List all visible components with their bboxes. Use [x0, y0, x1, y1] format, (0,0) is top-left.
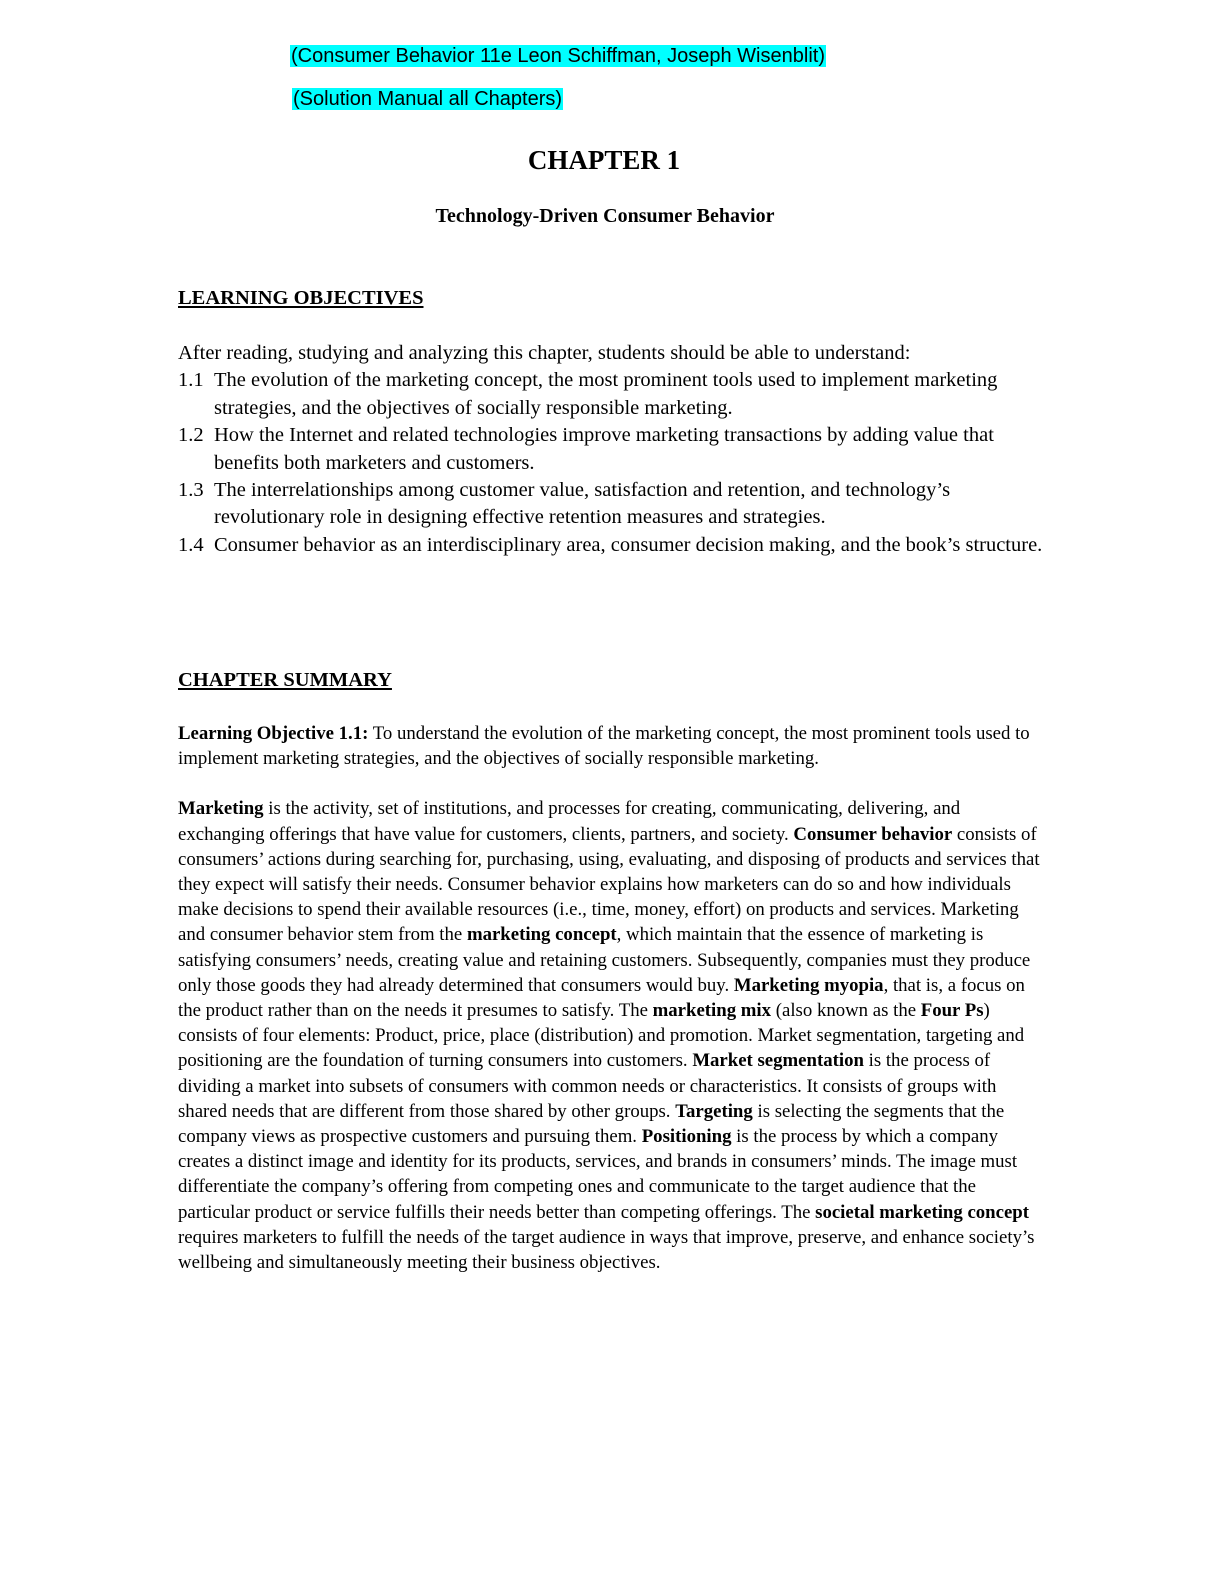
objective-item: [178, 477, 1058, 532]
key-term: marketing mix: [652, 1000, 772, 1022]
summary-text: consists of consumers’ actions during searching for, purchasing, using, evaluating, and disposing of products and services that they expect will satisfy their needs. Consumer behavior explains how marketers can do so and how individuals make decisions to spend their available resources (i.e., time, money, effort) on products and services. Marketing and consumer behavior stem from the: [178, 823, 1040, 946]
summary-text: is the process of dividing a market into subsets of consumers with common needs or characteristics. It consists of groups with shared needs that are different from those shared by other groups.: [178, 1050, 997, 1122]
objective-text: The evolution of the marketing concept, the most prominent tools used to implement marketing strategies, and the objectives of socially responsible marketing.: [214, 369, 998, 419]
summary-paragraph: [178, 796, 1048, 1275]
highlighted-text: (Consumer Behavior 11e Leon Schiffman, Joseph Wisenblit): [291, 45, 825, 67]
summary-text: ) consists of four elements: Product, price, place (distribution) and promotion. Market segmentation, targeting and positioning are the foundation of turning consumers into customers.: [178, 1000, 1025, 1072]
objective-item: [178, 367, 1058, 422]
chapter-title: CHAPTER 1: [527, 145, 681, 175]
highlighted-text: (Solution Manual all Chapters): [293, 88, 563, 110]
summary-text: requires marketers to fulfill the needs of the target audience in ways that improve, preserve, and enhance society’s wellbeing and simultaneously meeting their business objectives.: [178, 1226, 1035, 1274]
chapter-subtitle: Technology-Driven Consumer Behavior: [435, 205, 775, 227]
key-term: Targeting: [675, 1100, 753, 1122]
summary-text: is selecting the segments that the company views as prospective customers and pursuing them.: [178, 1100, 1005, 1148]
key-term: Marketing myopia: [733, 974, 884, 996]
summary-text: is the process by which a company creates a distinct image and identity for its products, services, and brands in consumers’ minds. The image must differentiate the company’s offering from competing ones and communicate to the target audience that the particular product or service fulfills their needs better than competing offerings. The: [178, 1126, 1018, 1223]
objective-number: 1.1: [178, 369, 204, 392]
chapter-summary: [178, 721, 1048, 1275]
key-term: Consumer behavior: [793, 823, 953, 845]
objective-number: 1.2: [178, 424, 204, 447]
key-term: marketing concept: [466, 924, 617, 946]
learning-objectives-list: [178, 340, 1058, 559]
learning-objectives-heading: LEARNING OBJECTIVES: [178, 287, 424, 309]
key-term: societal marketing concept: [815, 1201, 1029, 1223]
learning-objective-text: To understand the evolution of the marketing concept, the most prominent tools used to implement marketing strategies, and the objectives of socially responsible marketing.: [178, 723, 1030, 770]
learning-objectives-intro: After reading, studying and analyzing this chapter, students should be able to understand:: [178, 342, 911, 364]
key-term: Market segmentation: [692, 1050, 864, 1072]
key-term: Positioning: [641, 1126, 732, 1148]
learning-objective-statement: [178, 721, 1048, 771]
objective-text: The interrelationships among customer value, satisfaction and retention, and technology’s revolutionary role in designing effective retention measures and strategies.: [214, 479, 951, 529]
objective-number: 1.4: [178, 533, 204, 556]
key-term: Four Ps: [920, 1000, 984, 1022]
highlighted-source-line: [290, 44, 826, 68]
chapter-summary-heading: CHAPTER SUMMARY: [178, 669, 392, 691]
summary-text: is the activity, set of institutions, and processes for creating, communicating, delivering, and exchanging offerings that have value for customers, clients, partners, and society.: [178, 798, 961, 845]
objective-text: Consumer behavior as an interdisciplinary area, consumer decision making, and the book’s structure.: [214, 533, 1043, 556]
objective-item: [178, 422, 1058, 477]
objective-text: How the Internet and related technologies improve marketing transactions by adding value that benefits both marketers and customers.: [214, 424, 994, 474]
summary-text: , that is, a focus on the product rather than on the needs it presumes to satisfy. The: [178, 974, 1025, 1022]
objective-number: 1.3: [178, 479, 204, 502]
objective-item: [178, 532, 1058, 559]
highlighted-solution-line: [292, 87, 563, 111]
learning-objective-label: Learning Objective 1.1:: [178, 723, 369, 744]
summary-text: , which maintain that the essence of marketing is satisfying consumers’ needs, creating value and retaining customers. Subsequently, companies must they produce only those goods they had already determined that consumers would buy.: [178, 924, 1031, 996]
summary-text: (also known as the: [771, 1000, 921, 1022]
key-term: Marketing: [178, 798, 264, 820]
